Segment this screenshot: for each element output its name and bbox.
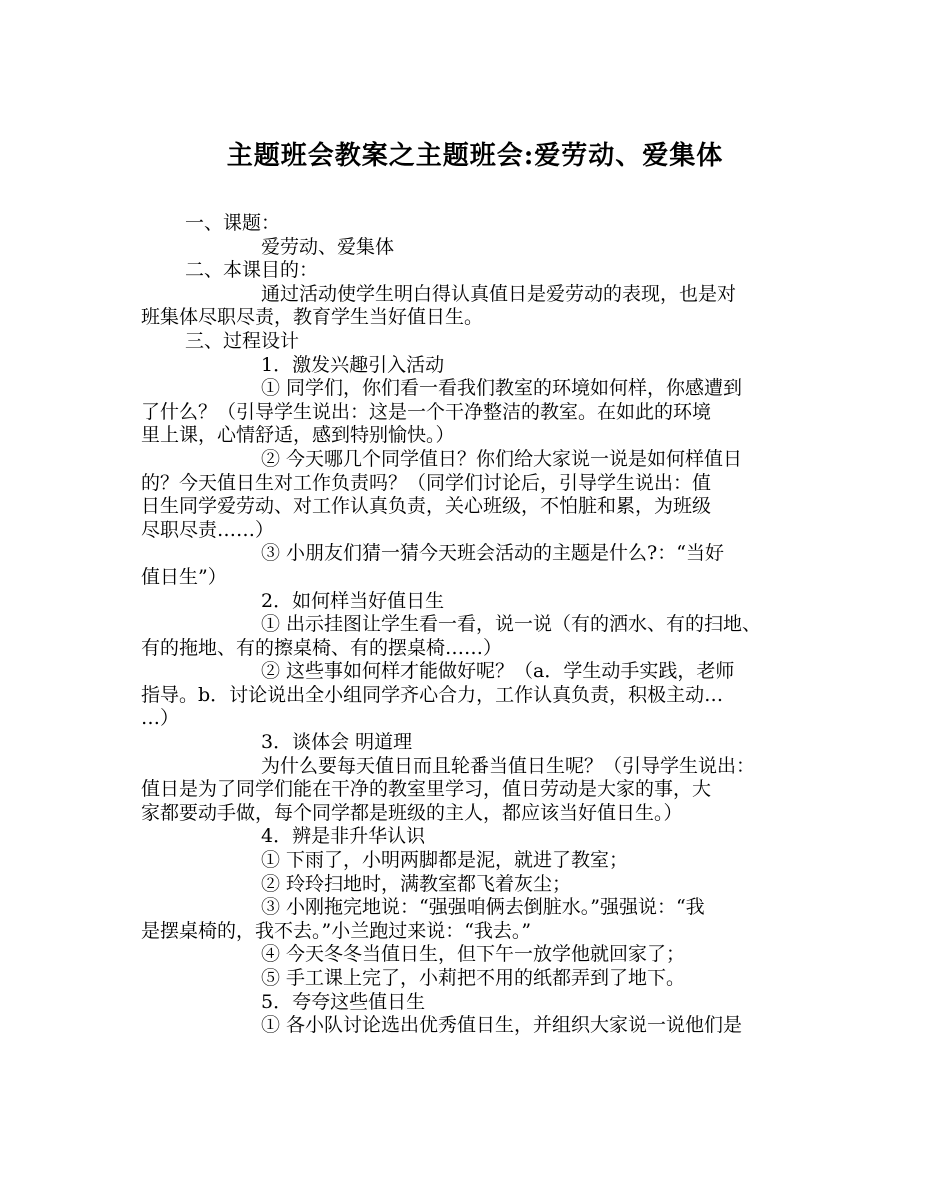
document-body (141, 212, 821, 1038)
text-line: 为什么要每天值日而且轮番当值日生呢？（引导学生说出： (261, 754, 756, 777)
text-line: 一、课题： (185, 212, 281, 234)
text-line: 3．谈体会 明道理 (261, 731, 413, 754)
text-line: ① 下雨了，小明两脚都是泥，就进了教室； (261, 849, 629, 872)
text-line: 班集体尽职尽责，教育学生当好值日生。 (141, 306, 484, 329)
text-line: 值日是为了同学们能在干净的教室里学习，值日劳动是大家的事，大 (141, 778, 712, 801)
text-line: …） (141, 707, 180, 730)
text-line: ⑤ 手工课上完了，小莉把不用的纸都弄到了地下。 (261, 967, 686, 989)
text-line: 日生同学爱劳动、对工作认真负责，关心班级，不怕脏和累，为班级 (141, 495, 712, 518)
text-line: 通过活动使学生明白得认真值日是爱劳动的表现，也是对 (261, 282, 737, 305)
text-line: 4．辨是非升华认识 (261, 825, 426, 848)
text-line: 里上课，心情舒适，感到特别愉快。） (141, 424, 455, 447)
text-line: ② 今天哪几个同学值日？你们给大家说一说是如何样值日 (261, 447, 743, 470)
text-line: ③ 小朋友们猜一猜今天班会活动的主题是什么?：“当好 (261, 542, 724, 565)
text-line: 的？今天值日生对工作负责吗？（同学们讨论后，引导学生说出：值 (141, 471, 712, 494)
text-line: 爱劳动、爱集体 (261, 235, 395, 258)
text-line: 是摆桌椅的，我不去。”小兰跑过来说：“我去。” (141, 919, 532, 942)
text-line: 2．如何样当好值日生 (261, 589, 445, 612)
text-line: 尽职尽责……） (141, 518, 275, 541)
text-line: 了什么？（引导学生说出：这是一个干净整洁的教室。在如此的环境 (141, 400, 712, 423)
document-title: 主题班会教案之主题班会:爱劳动、爱集体 (226, 141, 724, 171)
text-line: ① 各小队讨论选出优秀值日生，并组织大家说一说他们是 (261, 1014, 743, 1037)
text-line: ① 出示挂图让学生看一看，说一说（有的洒水、有的扫地、 (261, 613, 762, 636)
text-line: 5．夸夸这些值日生 (261, 990, 426, 1013)
text-line: 家都要动手做，每个同学都是班级的主人，都应该当好值日生。） (141, 801, 683, 824)
text-line: ④ 今天冬冬当值日生，但下午一放学他就回家了； (261, 943, 686, 966)
text-line: 二、本课目的： (185, 259, 319, 282)
text-line: ③ 小刚拖完地说：“强强咱俩去倒脏水。”强强说：“我 (261, 896, 705, 919)
text-line: ② 这些事如何样才能做好呢？（a．学生动手实践，老师 (261, 660, 735, 683)
text-line: ① 同学们，你们看一看我们教室的环境如何样，你感遭到 (261, 377, 743, 400)
text-line: 1．激发兴趣引入活动 (261, 353, 445, 376)
text-line: 有的拖地、有的擦桌椅、有的摆桌椅……） (141, 636, 503, 659)
text-line: 三、过程设计 (185, 329, 300, 352)
text-line: 指导。b．讨论说出全小组同学齐心合力，工作认真负责，积极主动… (141, 683, 724, 706)
text-line: 值日生”） (141, 565, 227, 588)
text-line: ② 玲玲扫地时，满教室都飞着灰尘； (261, 872, 572, 895)
